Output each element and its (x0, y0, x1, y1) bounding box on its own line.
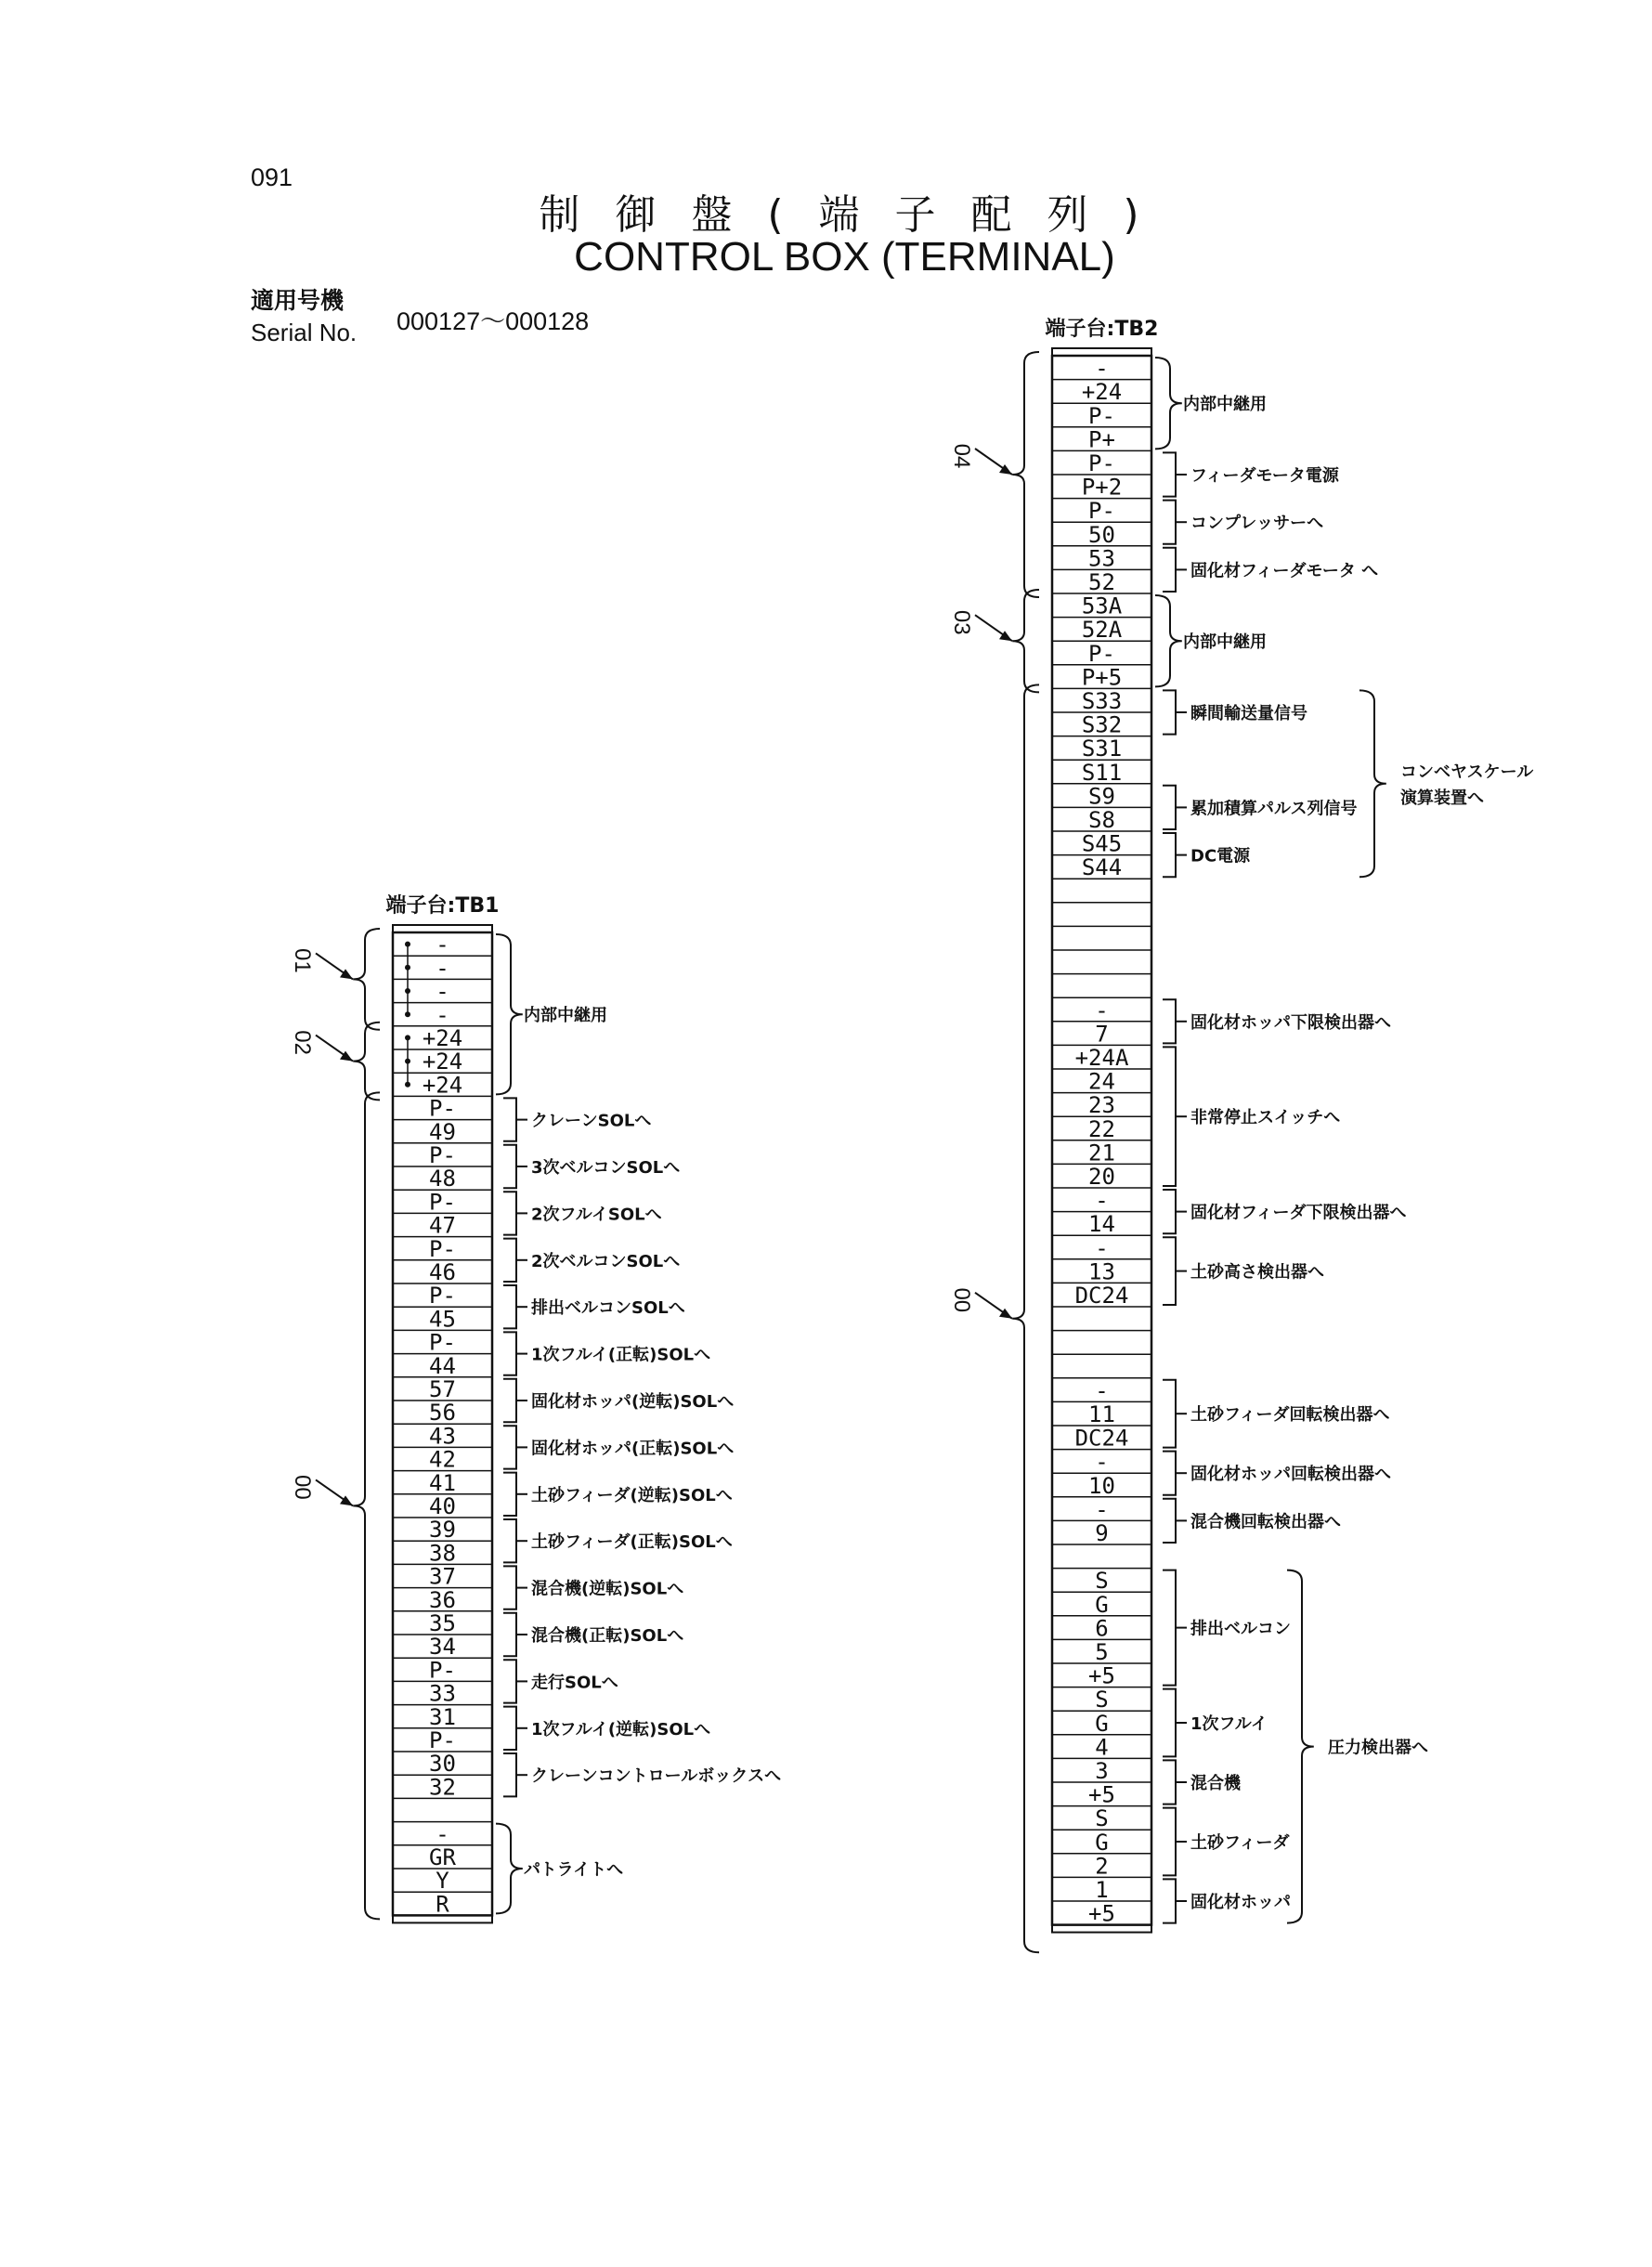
tb2-terminal-12: P- (1088, 640, 1115, 667)
tb1-label: 混合機(逆転)SOLへ (531, 1579, 684, 1599)
tb2-label-bracket (1163, 786, 1176, 829)
tb2-terminal-4: P- (1088, 450, 1115, 476)
tb1-header: 端子台:TB1 (385, 894, 500, 918)
tb1-terminal-11: P- (429, 1189, 456, 1216)
tb1-label-bracket (503, 1379, 516, 1422)
tb1-terminal-21: 43 (429, 1423, 456, 1450)
tb2-label: 1次フルイ (1190, 1714, 1268, 1734)
tb1-label-bracket (503, 1519, 516, 1562)
tb2-label-bracket (1163, 1499, 1176, 1543)
tb2-label: 非常停止スイッチへ (1190, 1108, 1341, 1128)
tb1-terminal-17: P- (429, 1329, 456, 1356)
tb1-terminal-5: +24 (422, 1049, 463, 1075)
tb1-label: クレーンSOLへ (531, 1111, 652, 1131)
tb2-terminal-0: - (1095, 355, 1109, 382)
tb1-terminal-2: - (436, 978, 449, 1005)
tb1-group-brace (353, 929, 380, 1030)
tb1-label: 固化材ホッパ(正転)SOLへ (531, 1439, 735, 1459)
tb2-terminal-51: S (1095, 1568, 1109, 1595)
tb1-label-bracket (503, 1192, 516, 1234)
tb2-label-bracket (1163, 501, 1176, 544)
tb2-label-bracket (1163, 1190, 1176, 1233)
tb1-terminal-27: 37 (429, 1563, 456, 1590)
tb2-label: 内部中継用 (1183, 632, 1267, 653)
tb2-label-bracket (1163, 1570, 1176, 1686)
serial-number-value: 000127〜000128 (397, 307, 590, 335)
tb2-label-bracket (1163, 548, 1176, 592)
tb1-group-label: 01 (290, 948, 315, 973)
tb2-label: 瞬間輸送量信号 (1190, 704, 1307, 723)
tb2-label: DC電源 (1190, 846, 1251, 866)
tb1-label-bracket (503, 1707, 516, 1750)
serial-label-en: Serial No. (251, 319, 358, 346)
tb2-terminal-43: - (1095, 1377, 1109, 1404)
tb2-terminal-44: 11 (1088, 1401, 1115, 1427)
tb2-group-brace (1012, 352, 1039, 597)
tb1-terminal-34: P- (429, 1727, 456, 1753)
tb2-terminal-39: DC24 (1074, 1283, 1129, 1309)
tb2-label: 混合機回転検出器へ (1190, 1512, 1341, 1532)
tb2-outer-brace (1287, 1570, 1314, 1923)
serial-label-jp: 適用号機 (251, 287, 345, 314)
tb1-group-label: 00 (290, 1475, 315, 1500)
tb2-terminal-61: S (1095, 1805, 1109, 1832)
tb1-label: 土砂フィーダ(逆転)SOLへ (531, 1485, 733, 1505)
tb2-terminal-57: G (1095, 1710, 1109, 1737)
tb1-terminal-10: 48 (429, 1166, 456, 1192)
tb1-terminal-35: 30 (429, 1751, 456, 1778)
tb2-terminal-48: - (1095, 1496, 1109, 1523)
tb1-group-brace (353, 1092, 380, 1919)
tb2-group-brace (1012, 590, 1039, 692)
tb2-label: 土砂高さ検出器へ (1190, 1262, 1324, 1283)
tb2-terminal-9: 52 (1088, 569, 1115, 595)
page-title-jp: 制 御 盤 ( 端 子 配 列 ) (539, 191, 1151, 239)
tb2-terminal-16: S31 (1081, 736, 1123, 762)
tb2-label-bracket (1163, 1380, 1176, 1448)
tb2-label-bracket (1163, 833, 1176, 877)
tb2-label: 土砂フィーダ (1190, 1833, 1290, 1853)
tb2-label: 固化材ホッパ (1190, 1893, 1291, 1912)
tb2-label-bracket (1163, 999, 1176, 1043)
tb2-label-bracket (1163, 1452, 1176, 1495)
tb1-jumper-dot (405, 1035, 410, 1040)
tb2-terminal-62: G (1095, 1829, 1109, 1856)
tb1-jumper-dot (405, 1059, 410, 1064)
tb1-label: 固化材ホッパ(逆転)SOLへ (531, 1392, 735, 1412)
tb2-label: 固化材ホッパ下限検出器へ (1190, 1012, 1391, 1033)
tb2-terminal-56: S (1095, 1687, 1109, 1713)
tb2-terminal-19: S8 (1088, 807, 1115, 833)
tb1-label-bracket (503, 1613, 516, 1656)
tb2-terminal-5: P+2 (1081, 474, 1123, 501)
tb2-terminal-59: 3 (1095, 1758, 1109, 1784)
tb2-group-label: 04 (949, 443, 974, 469)
tb2-terminal-58: 4 (1095, 1734, 1109, 1761)
tb2-terminal-49: 9 (1095, 1520, 1109, 1546)
tb2-terminal-47: 10 (1088, 1472, 1115, 1499)
tb2-terminal-20: S45 (1081, 830, 1123, 857)
tb1-label: 走行SOLへ (531, 1673, 618, 1693)
tb1-label: 1次フルイ(逆転)SOLへ (531, 1719, 711, 1739)
tb1-terminal-25: 39 (429, 1517, 456, 1544)
tb2-terminal-46: - (1095, 1449, 1109, 1476)
tb2-label: 内部中継用 (1183, 395, 1267, 415)
tb2-terminal-7: 50 (1088, 521, 1115, 548)
tb2-terminal-63: 2 (1095, 1853, 1109, 1880)
tb1-group-brace (353, 1023, 380, 1101)
tb2-terminal-31: 23 (1088, 1092, 1115, 1119)
tb1-label: 混合機(正転)SOLへ (531, 1626, 684, 1646)
tb1-terminal-38: - (436, 1820, 449, 1847)
tb2-label-bracket (1163, 452, 1176, 496)
tb1-label-bracket (503, 1660, 516, 1702)
tb2-label-bracket (1163, 690, 1176, 734)
tb2-terminal-55: +5 (1088, 1662, 1115, 1689)
tb2-label-bracket (1163, 1689, 1176, 1757)
tb2-terminal-30: 24 (1088, 1068, 1115, 1095)
tb2-label: 排出ベルコン (1190, 1619, 1291, 1639)
tb1-terminal-29: 35 (429, 1610, 456, 1636)
tb2-terminal-35: - (1095, 1187, 1109, 1214)
tb2-terminal-54: 5 (1095, 1639, 1109, 1665)
tb2-label: 固化材フィーダモータ へ (1190, 561, 1379, 581)
tb2-terminal-6: P- (1088, 498, 1115, 525)
tb2-label-bracket (1163, 1237, 1176, 1305)
tb1-group-label: 02 (290, 1030, 315, 1055)
tb2-outer-label: 演算装置へ (1400, 788, 1484, 808)
tb1-terminal-28: 36 (429, 1586, 456, 1613)
tb1-terminal-16: 45 (429, 1306, 456, 1333)
tb2-terminal-38: 13 (1088, 1258, 1115, 1285)
tb1-label-brace (496, 934, 523, 1094)
tb2-label-bracket (1163, 1047, 1176, 1186)
tb1-terminal-3: - (436, 1001, 449, 1028)
tb2-label: 混合機 (1190, 1774, 1241, 1793)
tb1-terminal-33: 31 (429, 1703, 456, 1730)
tb1-label: 2次フルイSOLへ (531, 1205, 662, 1225)
tb1-terminal-6: +24 (422, 1072, 463, 1099)
tb1-terminal-19: 57 (429, 1376, 456, 1402)
tb1-label-bracket (503, 1566, 516, 1609)
tb2-terminal-64: 1 (1095, 1877, 1109, 1903)
tb2-terminal-60: +5 (1088, 1781, 1115, 1808)
tb1-label-bracket (503, 1285, 516, 1328)
tb1-jumper-dot (405, 988, 410, 994)
tb2-terminal-45: DC24 (1074, 1425, 1129, 1452)
tb1-terminal-9: P- (429, 1142, 456, 1168)
tb1-terminal-14: 46 (429, 1259, 456, 1285)
tb2-label: 固化材ホッパ回転検出器へ (1190, 1465, 1391, 1485)
tb1-terminal-23: 41 (429, 1469, 456, 1496)
tb1-terminal-15: P- (429, 1283, 456, 1309)
tb1-label-bracket (503, 1473, 516, 1516)
tb1-label-brace (496, 1824, 523, 1914)
tb2-terminal-28: 7 (1095, 1021, 1109, 1048)
tb1-label: クレーンコントロールボックスへ (531, 1766, 782, 1787)
tb1-terminal-8: 49 (429, 1118, 456, 1145)
tb1-terminal-36: 32 (429, 1774, 456, 1801)
tb2-terminal-3: P+ (1088, 426, 1115, 453)
tb1-label-bracket (503, 1426, 516, 1468)
tb2-terminal-32: 22 (1088, 1115, 1115, 1142)
tb2-group-label: 03 (949, 609, 974, 635)
page-number: 091 (251, 163, 293, 191)
tb2-terminal-29: +24A (1074, 1045, 1129, 1071)
tb2-outer-label: コンベヤスケール (1400, 762, 1534, 782)
tb2-label: フィーダモータ電源 (1190, 466, 1339, 486)
tb1-terminal-12: 47 (429, 1212, 456, 1239)
tb1-label-bracket (503, 1098, 516, 1140)
tb1-terminal-22: 42 (429, 1446, 456, 1473)
tb2-outer-brace (1359, 690, 1386, 877)
page-title-en: CONTROL BOX (TERMINAL) (574, 234, 1115, 280)
tb1-terminal-13: P- (429, 1235, 456, 1262)
tb2-terminal-17: S11 (1081, 759, 1123, 786)
tb2-terminal-11: 52A (1081, 617, 1123, 644)
tb2-terminal-33: 21 (1088, 1140, 1115, 1166)
tb1-terminal-18: 44 (429, 1352, 456, 1379)
tb2-terminal-37: - (1095, 1234, 1109, 1261)
tb2-terminal-8: 53 (1088, 545, 1115, 572)
tb2-terminal-13: P+5 (1081, 664, 1123, 691)
tb1-label-bracket (503, 1239, 516, 1282)
tb1-label: 3次ベルコンSOLへ (531, 1158, 681, 1178)
tb1-jumper-dot (405, 942, 410, 947)
tb1-terminal-31: P- (429, 1657, 456, 1684)
tb2-label: 固化材フィーダ下限検出器へ (1190, 1203, 1407, 1223)
tb2-label: 土砂フィーダ回転検出器へ (1190, 1405, 1390, 1426)
tb2-terminal-21: S44 (1081, 854, 1123, 881)
tb2-terminal-14: S33 (1081, 688, 1123, 714)
tb2-label-bracket (1163, 1808, 1176, 1876)
tb2-terminal-27: - (1095, 997, 1109, 1023)
tb1-label: 2次ベルコンSOLへ (531, 1251, 681, 1271)
tb2-group-brace (1012, 684, 1039, 1952)
tb1-label-bracket (503, 1332, 516, 1375)
tb2-terminal-34: 20 (1088, 1164, 1115, 1190)
tb1-label-bracket (503, 1145, 516, 1188)
tb1-label: 内部中継用 (524, 1006, 607, 1026)
tb1-label: 土砂フィーダ(正転)SOLへ (531, 1532, 733, 1553)
tb1-label-bracket (503, 1753, 516, 1796)
tb2-terminal-15: S32 (1081, 711, 1123, 738)
tb2-terminal-53: 6 (1095, 1615, 1109, 1642)
tb1-terminal-1: - (436, 955, 449, 982)
tb1-label: パトライトへ (524, 1860, 624, 1880)
tb2-terminal-36: 14 (1088, 1211, 1115, 1238)
tb1-terminal-20: 56 (429, 1400, 456, 1427)
tb2-terminal-2: P- (1088, 402, 1115, 429)
tb1-label: 排出ベルコンSOLへ (531, 1298, 685, 1319)
tb1-label: 1次フルイ(正転)SOLへ (531, 1345, 711, 1365)
tb2-terminal-1: +24 (1081, 379, 1123, 406)
tb1-terminal-0: - (436, 932, 449, 958)
tb2-label-bracket (1163, 1760, 1176, 1804)
tb1-terminal-40: Y (436, 1868, 449, 1895)
tb2-group-label: 00 (949, 1287, 974, 1313)
tb1-terminal-26: 38 (429, 1540, 456, 1567)
tb1-terminal-39: GR (429, 1844, 456, 1870)
tb2-header: 端子台:TB2 (1045, 318, 1159, 341)
tb2-terminal-10: 53A (1081, 593, 1123, 619)
tb1-jumper-dot (405, 1082, 410, 1088)
tb1-terminal-32: 33 (429, 1680, 456, 1707)
tb2-terminal-52: G (1095, 1591, 1109, 1618)
tb1-terminal-41: R (436, 1891, 449, 1918)
tb2-label: 累加積算パルス列信号 (1190, 799, 1358, 819)
tb1-terminal-7: P- (429, 1095, 456, 1122)
tb1-terminal-30: 34 (429, 1634, 456, 1661)
tb1-jumper-dot (405, 1011, 410, 1017)
tb1-jumper-dot (405, 965, 410, 971)
tb2-outer-label: 圧力検出器へ (1328, 1738, 1428, 1758)
tb2-terminal-65: +5 (1088, 1900, 1115, 1927)
tb2-label-brace (1155, 595, 1182, 686)
tb2-terminal-18: S9 (1088, 783, 1115, 810)
tb2-label: コンプレッサーへ (1190, 514, 1324, 534)
tb2-label-brace (1155, 358, 1182, 449)
tb1-terminal-24: 40 (429, 1493, 456, 1519)
tb1-terminal-4: +24 (422, 1025, 463, 1051)
tb2-label-bracket (1163, 1879, 1176, 1922)
